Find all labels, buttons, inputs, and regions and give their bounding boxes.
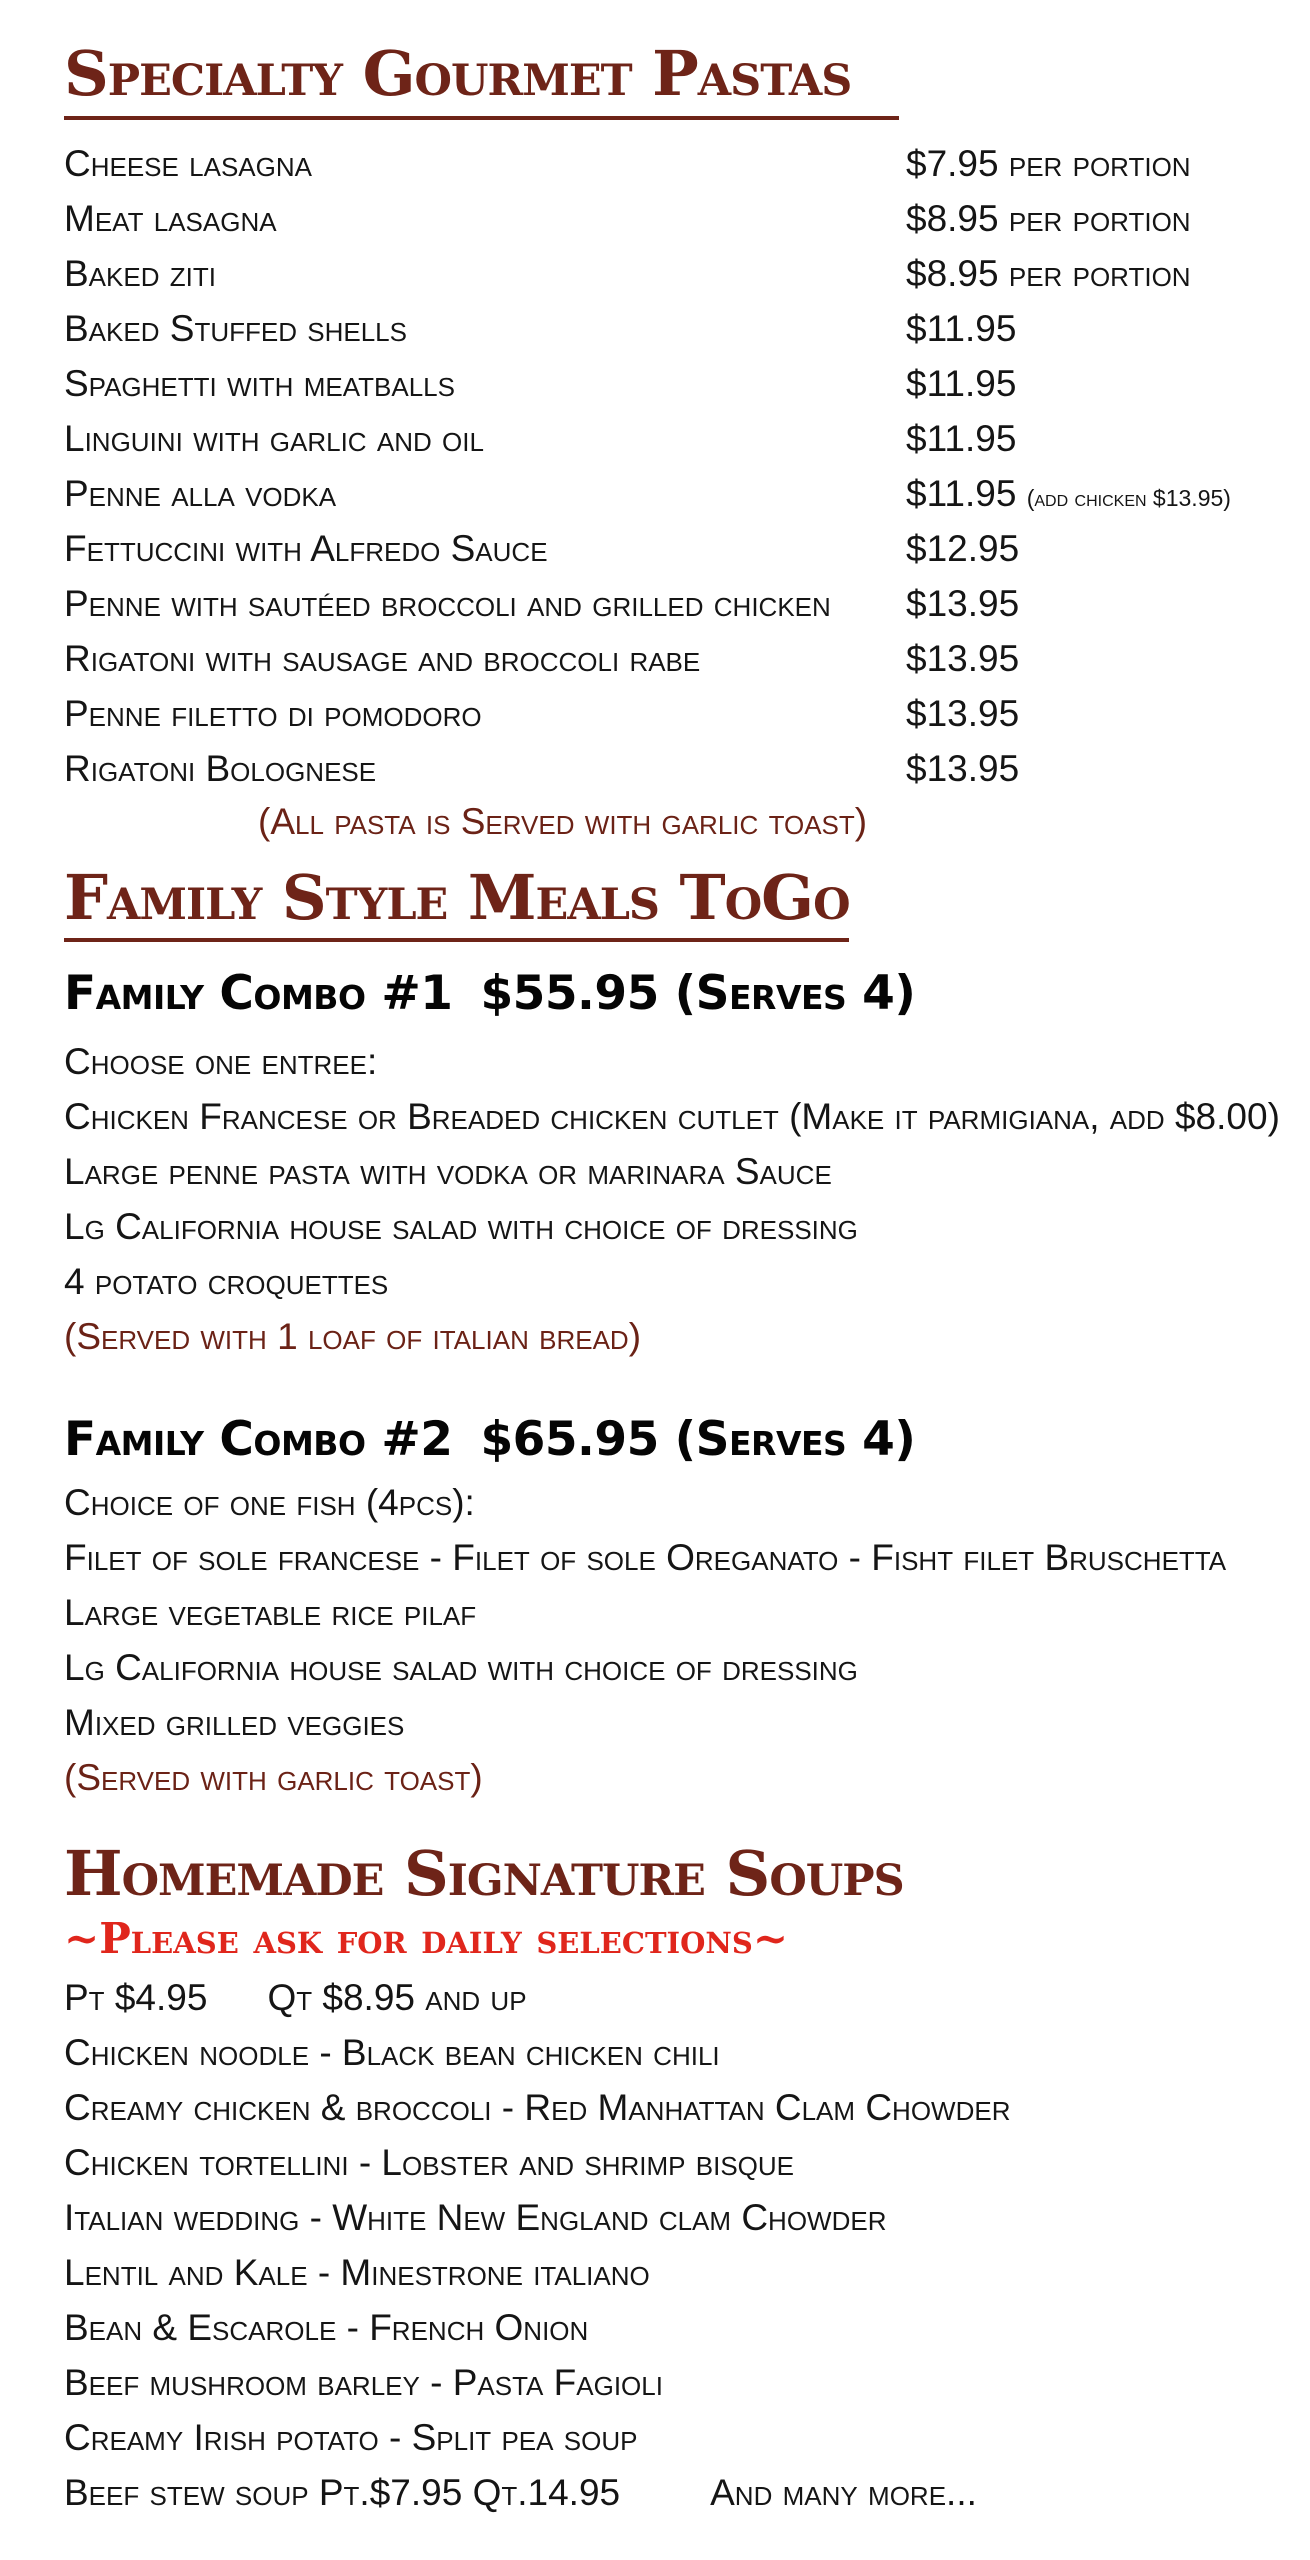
pasta-item-name: Penne alla vodka [64,473,337,514]
pasta-item-name: Penne filetto di pomodoro [64,693,482,734]
pasta-item-price: $13.95 [906,693,1020,734]
pasta-item-note: (add chicken $13.95) [1026,485,1231,511]
soup-line: Chicken noodle - Black bean chicken chili [64,2032,720,2073]
family-heading-underline [64,938,849,942]
soup-line: Italian wedding - White New England clam Chowder [64,2197,887,2238]
family-heading: Family Style Meals ToGo [64,861,850,934]
combo2-title-row [64,1410,915,1470]
pasta-item-price: $11.95 [906,363,1017,404]
pasta-item-price: $13.95 [906,748,1020,789]
pasta-item-name: Spaghetti with meatballs [64,363,455,404]
soups-more: And many more... [710,2472,977,2513]
pasta-item-price: $7.95 per portion [906,143,1191,184]
pasta-item-price: $11.95 [906,418,1017,459]
soup-pint-price: Pt $4.95 [64,1977,208,2018]
combo2-line: Choice of one fish (4pcs): [64,1482,475,1523]
combo1-title: Family Combo #1 [64,966,453,1021]
pasta-item-name: Meat lasagna [64,198,277,239]
combo2-line: Mixed grilled veggies [64,1702,405,1743]
soup-line: Bean & Escarole - French Onion [64,2307,589,2348]
combo2-price: $65.95 (Serves 4) [480,1412,916,1467]
soup-line: Beef stew soup Pt.$7.95 Qt.14.95 [64,2472,621,2513]
pasta-item-price: $8.95 per portion [906,253,1191,294]
pastas-heading: Specialty Gourmet Pastas [64,37,852,110]
combo1-line: Choose one entree: [64,1041,378,1082]
combo1-title-row [64,964,915,1024]
soups-price-row [64,1973,527,2023]
pastas-footnote: (All pasta is Served with garlic toast) [258,801,868,842]
pastas-heading-underline [64,116,899,120]
pasta-item-price: $12.95 [906,528,1020,569]
combo1-line: Large penne pasta with vodka or marinara Sauce [64,1151,832,1192]
soups-last-row [64,2468,977,2518]
pasta-item-price: $8.95 per portion [906,198,1191,239]
combo1-note: (Served with 1 loaf of italian bread) [64,1316,642,1357]
pasta-item-price: $11.95 [906,308,1017,349]
soup-line: Creamy chicken & broccoli - Red Manhattan Clam Chowder [64,2087,1011,2128]
pasta-item-price: $13.95 [906,638,1020,679]
combo2-note: (Served with garlic toast) [64,1757,483,1798]
combo1-price: $55.95 (Serves 4) [480,966,916,1021]
soup-quart-price: Qt $8.95 and up [267,1977,527,2018]
pasta-item-name: Fettuccini with Alfredo Sauce [64,528,548,569]
pasta-item-name: Rigatoni with sausage and broccoli rabe [64,638,701,679]
pasta-item-name: Baked Stuffed shells [64,308,407,349]
combo2-line: Lg California house salad with choice of dressing [64,1647,858,1688]
soup-line: Chicken tortellini - Lobster and shrimp bisque [64,2142,795,2183]
pasta-item-name: Penne with sautéed broccoli and grilled chicken [64,583,831,624]
combo1-line: Lg California house salad with choice of dressing [64,1206,858,1247]
soups-heading: Homemade Signature Soups [64,1837,904,1910]
pasta-item-name: Baked ziti [64,253,216,294]
soup-line: Beef mushroom barley - Pasta Fagioli [64,2362,663,2403]
combo2-line: Large vegetable rice pilaf [64,1592,477,1633]
pasta-item-name: Cheese lasagna [64,143,312,184]
pasta-item-price-with-note [906,469,1231,523]
combo2-line: Filet of sole francese - Filet of sole Oreganato - Fisht filet Bruschetta [64,1537,1227,1578]
soup-line: Lentil and Kale - Minestrone italiano [64,2252,650,2293]
pasta-item-price: $13.95 [906,583,1020,624]
combo2-title: Family Combo #2 [64,1412,453,1467]
combo1-line: Chicken Francese or Breaded chicken cutlet (Make it parmigiana, add $8.00) [64,1096,1280,1137]
combo1-line: 4 potato croquettes [64,1261,389,1302]
soups-subheading: ~Please ask for daily selections~ [64,1914,789,1963]
soup-line: Creamy Irish potato - Split pea soup [64,2417,638,2458]
pasta-item-name: Linguini with garlic and oil [64,418,484,459]
pasta-item-name: Rigatoni Bolognese [64,748,377,789]
pasta-item-price: $11.95 [906,473,1017,514]
